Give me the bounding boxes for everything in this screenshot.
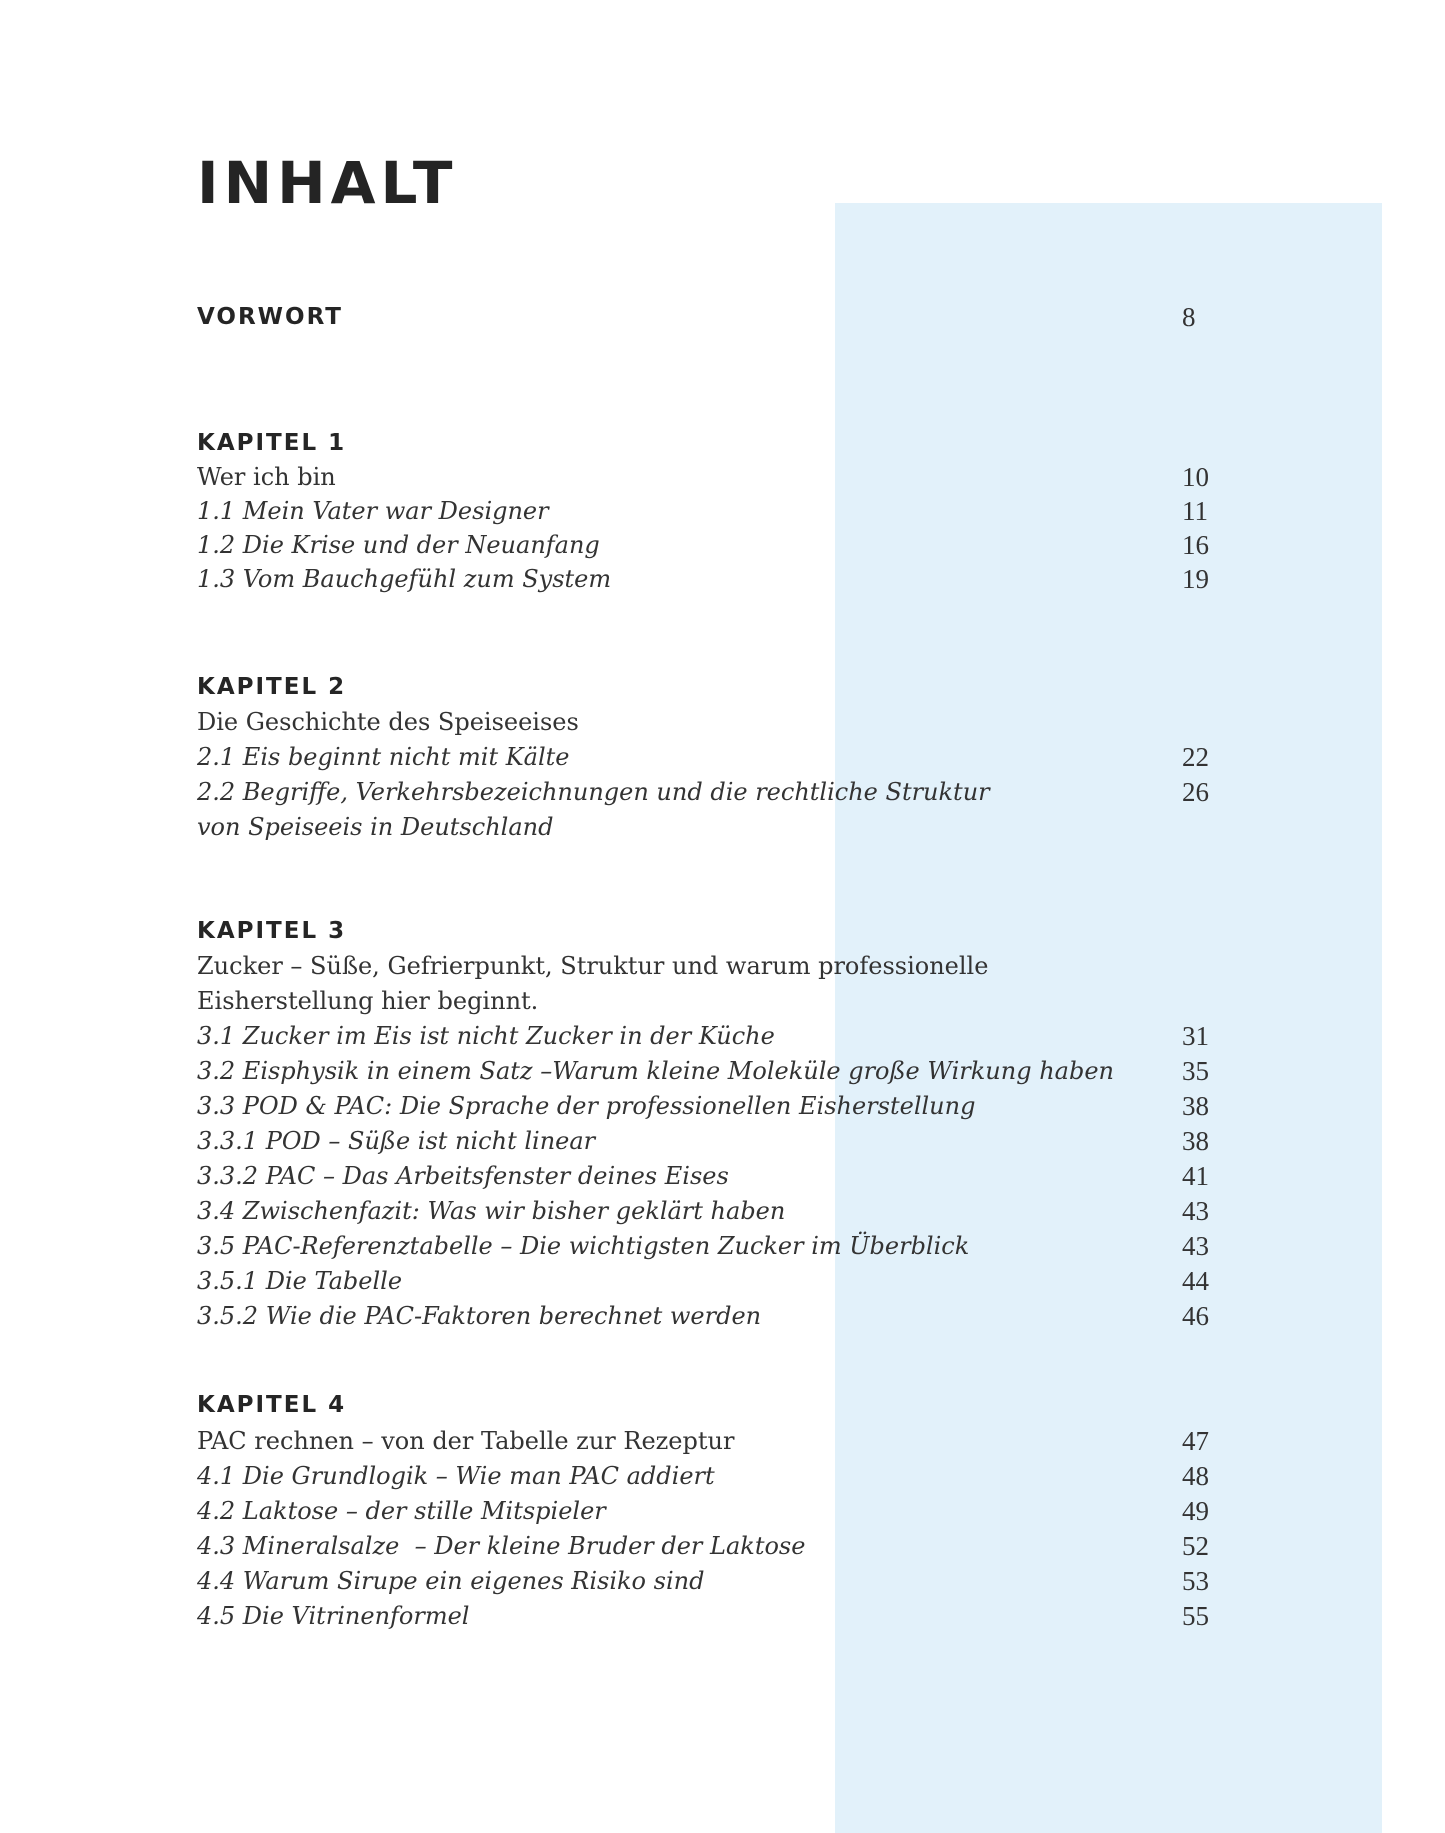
chapter-heading-label: KAPITEL 1 [197,430,347,456]
toc-entry-label: Zucker – Süße, Gefrierpunkt, Struktur und warum professionelle [197,952,989,980]
toc-entry-3-5-2[interactable] [197,1299,1212,1334]
toc-entry-3-3-1[interactable] [197,1124,1212,1159]
chapter-heading-3 [197,914,1212,949]
toc-entry-3-3-2[interactable] [197,1159,1212,1194]
toc-entry-label: 4.1 Die Grundlogik – Wie man PAC addiert [197,1462,715,1490]
toc-entry-4-4[interactable] [197,1564,1212,1599]
toc-entry-1-1[interactable] [197,494,1212,529]
toc-entry-label: 3.3.1 POD – Süße ist nicht linear [197,1127,596,1155]
toc-entry-vorwort[interactable] [197,300,1212,335]
chapter-heading-2 [197,670,1212,705]
toc-page-number: 22 [1182,742,1209,772]
toc-entry-label: 1.3 Vom Bauchgefühl zum System [197,565,612,593]
toc-page-number: 19 [1182,564,1209,594]
toc-entry-label: Wer ich bin [197,463,336,491]
toc-entry-label: 3.4 Zwischenfazit: Was wir bisher geklärt haben [197,1197,786,1225]
chapter-heading-label: KAPITEL 2 [197,674,347,700]
toc-entry-2-1[interactable] [197,740,1212,775]
toc-entry-1-3[interactable] [197,562,1212,597]
toc-page-number: 52 [1182,1531,1209,1561]
toc-entry-label: 3.2 Eisphysik in einem Satz –Warum kleine Moleküle große Wirkung haben [197,1057,1114,1085]
toc-entry-label: 4.4 Warum Sirupe ein eigenes Risiko sind [197,1567,705,1595]
toc-entry-3-4[interactable] [197,1194,1212,1229]
toc-entry-3-3[interactable] [197,1089,1212,1124]
toc-entry-label: 3.1 Zucker im Eis ist nicht Zucker in der Küche [197,1022,775,1050]
chapter-heading-1 [197,426,1212,461]
toc-entry-chapter-1-title[interactable] [197,460,1212,495]
toc-page-number: 47 [1182,1426,1209,1456]
toc-entry-chapter-2-title[interactable] [197,705,1212,740]
toc-entry-3-1[interactable] [197,1019,1212,1054]
toc-page-number: 46 [1182,1301,1209,1331]
toc-entry-chapter-4-title[interactable] [197,1424,1212,1459]
toc-entry-label: 4.2 Laktose – der stille Mitspieler [197,1497,606,1525]
toc-page-number: 38 [1182,1091,1209,1121]
toc-entry-chapter-3-title-continued[interactable] [197,984,1212,1019]
toc-entry-label: von Speiseeis in Deutschland [197,813,554,841]
toc-entry-label: 3.3 POD & PAC: Die Sprache der professionellen Eisherstellung [197,1092,976,1120]
chapter-heading-4 [197,1388,1212,1423]
toc-page-number: 43 [1182,1196,1209,1226]
toc-page-number: 8 [1182,302,1196,332]
toc-page-number: 53 [1182,1566,1209,1596]
toc-entry-label: PAC rechnen – von der Tabelle zur Rezeptur [197,1427,735,1455]
toc-page-number: 41 [1182,1161,1209,1191]
toc-page-number: 35 [1182,1056,1209,1086]
toc-entry-label: 4.3 Mineralsalze – Der kleine Bruder der Laktose [197,1532,806,1560]
toc-entry-label: 3.5 PAC-Referenztabelle – Die wichtigsten Zucker im Überblick [197,1232,970,1260]
toc-entry-label: 3.5.1 Die Tabelle [197,1267,403,1295]
toc-page-number: 49 [1182,1496,1209,1526]
toc-page-number: 11 [1182,496,1208,526]
toc-entry-chapter-3-title[interactable] [197,949,1212,984]
toc-entry-label: 3.5.2 Wie die PAC-Faktoren berechnet werden [197,1302,762,1330]
toc-page-number: 48 [1182,1461,1209,1491]
toc-entry-4-1[interactable] [197,1459,1212,1494]
toc-page-number: 16 [1182,530,1209,560]
toc-entry-label: Eisherstellung hier beginnt. [197,987,539,1015]
toc-entry-4-3[interactable] [197,1529,1212,1564]
toc-entry-label: VORWORT [197,304,343,330]
toc-page-number: 55 [1182,1601,1209,1631]
toc-entry-4-5[interactable] [197,1599,1212,1634]
toc-entry-4-2[interactable] [197,1494,1212,1529]
toc-page-number: 10 [1182,462,1209,492]
toc-entry-3-2[interactable] [197,1054,1212,1089]
toc-entry-label: 3.3.2 PAC – Das Arbeitsfenster deines Eises [197,1162,729,1190]
toc-entry-label: 2.2 Begriffe, Verkehrsbezeichnungen und die rechtliche Struktur [197,778,990,806]
chapter-heading-label: KAPITEL 4 [197,1392,347,1418]
toc-entry-2-2[interactable] [197,775,1212,810]
toc-page-number: 43 [1182,1231,1209,1261]
toc-entry-label: Die Geschichte des Speiseeises [197,708,579,736]
chapter-heading-label: KAPITEL 3 [197,918,347,944]
toc-entry-3-5-1[interactable] [197,1264,1212,1299]
toc-entry-label: 1.1 Mein Vater war Designer [197,497,549,525]
toc-page-number: 31 [1182,1021,1209,1051]
toc-entry-2-2-continued[interactable] [197,810,1212,845]
toc-page-number: 26 [1182,777,1209,807]
toc-page-number: 38 [1182,1126,1209,1156]
toc-entry-label: 4.5 Die Vitrinenformel [197,1602,470,1630]
toc-entry-1-2[interactable] [197,528,1212,563]
toc-page-number: 44 [1182,1266,1209,1296]
toc-entry-3-5[interactable] [197,1229,1212,1264]
page-title: INHALT [197,149,458,217]
toc-entry-label: 1.2 Die Krise und der Neuanfang [197,531,600,559]
toc-entry-label: 2.1 Eis beginnt nicht mit Kälte [197,743,570,771]
